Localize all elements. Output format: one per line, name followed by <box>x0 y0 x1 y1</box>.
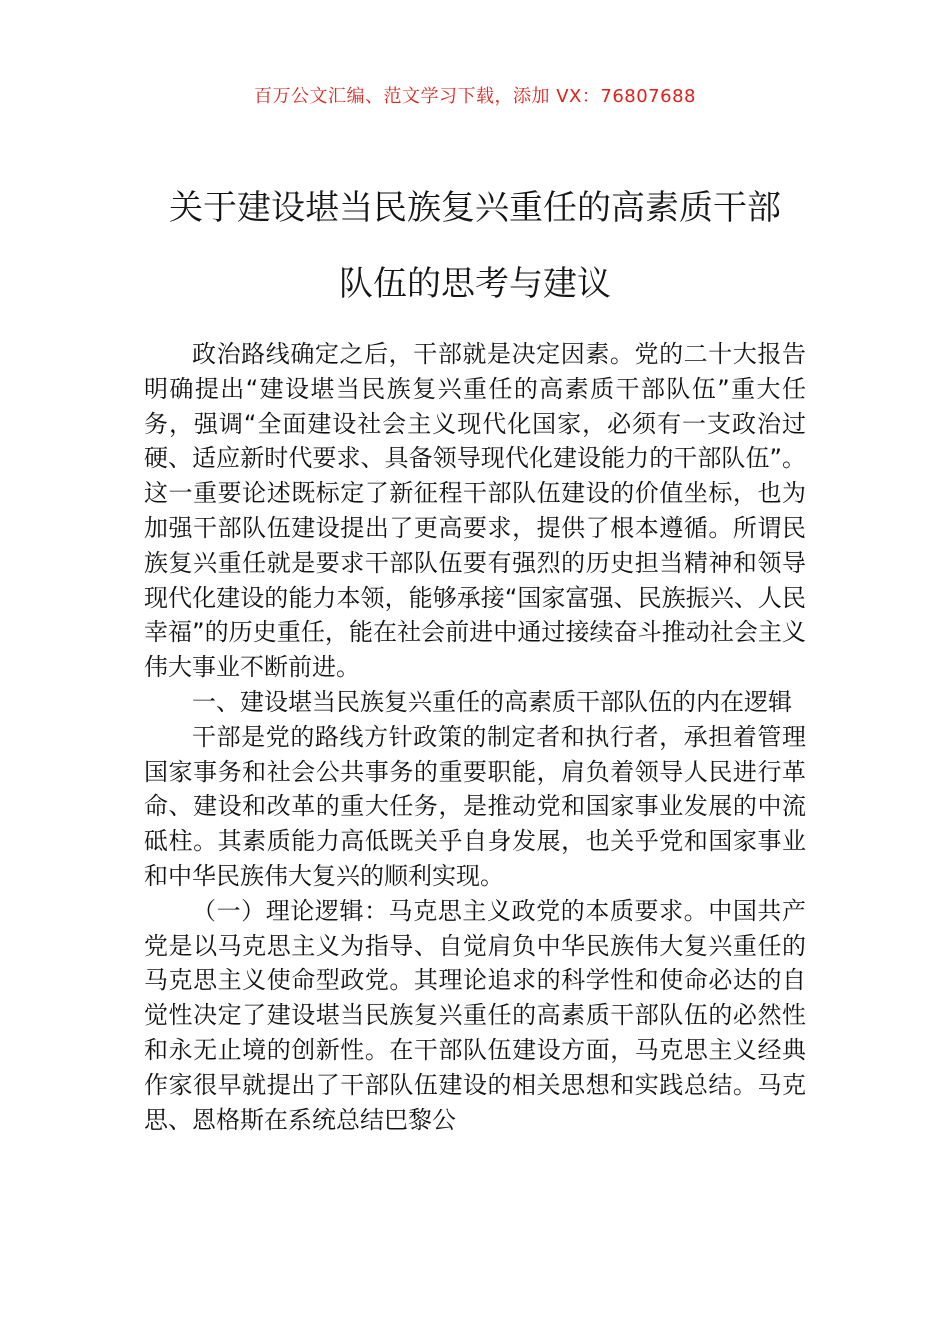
title-line-2: 队伍的思考与建议 <box>339 264 611 304</box>
document-body <box>144 337 806 1137</box>
paragraph-theory-logic: （一）理论逻辑：马克思主义政党的本质要求。中国共产党是以马克思主义为指导、自觉肩负中华民族伟大复兴重任的马克思主义使命型政党。其理论追求的科学性和使命必达的自觉性决定了建设堪当民族复兴重任的高素质干部队伍的必然性和永无止境的创新性。在干部队伍建设方面，马克思主义经典作家很早就提出了干部队伍建设的相关思想和实践总结。马克思、恩格斯在系统总结巴黎公 <box>144 896 806 1134</box>
document-title <box>140 170 810 322</box>
paragraph-section-1: 干部是党的路线方针政策的制定者和执行者，承担着管理国家事务和社会公共事务的重要职能，肩负着领导人民进行革命、建设和改革的重大任务，是推动党和国家事业发展的中流砥柱。其素质能力高低既关乎自身发展，也关乎党和国家事业和中华民族伟大复兴的顺利实现。 <box>144 722 806 890</box>
title-line-1: 关于建设堪当民族复兴重任的高素质干部 <box>169 188 781 228</box>
paragraph-intro: 政治路线确定之后，干部就是决定因素。党的二十大报告明确提出“建设堪当民族复兴重任的高素质干部队伍”重大任务，强调“全面建设社会主义现代化国家，必须有一支政治过硬、适应新时代要求、具备领导现代化建设能力的干部队伍”。这一重要论述既标定了新征程干部队伍建设的价值坐标，也为加强干部队伍建设提出了更高要求，提供了根本遵循。所谓民族复兴重任就是要求干部队伍要有强烈的历史担当精神和领导现代化建设的能力本领，能够承接“国家富强、民族振兴、人民幸福”的历史重任，能在社会前进中通过接续奋斗推动社会主义伟大事业不断前进。 <box>144 340 806 682</box>
watermark-banner: 百万公文汇编、范文学习下载，添加 VX：76807688 <box>254 86 696 107</box>
section-heading-1: 一、建设堪当民族复兴重任的高素质干部队伍的内在逻辑 <box>192 687 792 716</box>
